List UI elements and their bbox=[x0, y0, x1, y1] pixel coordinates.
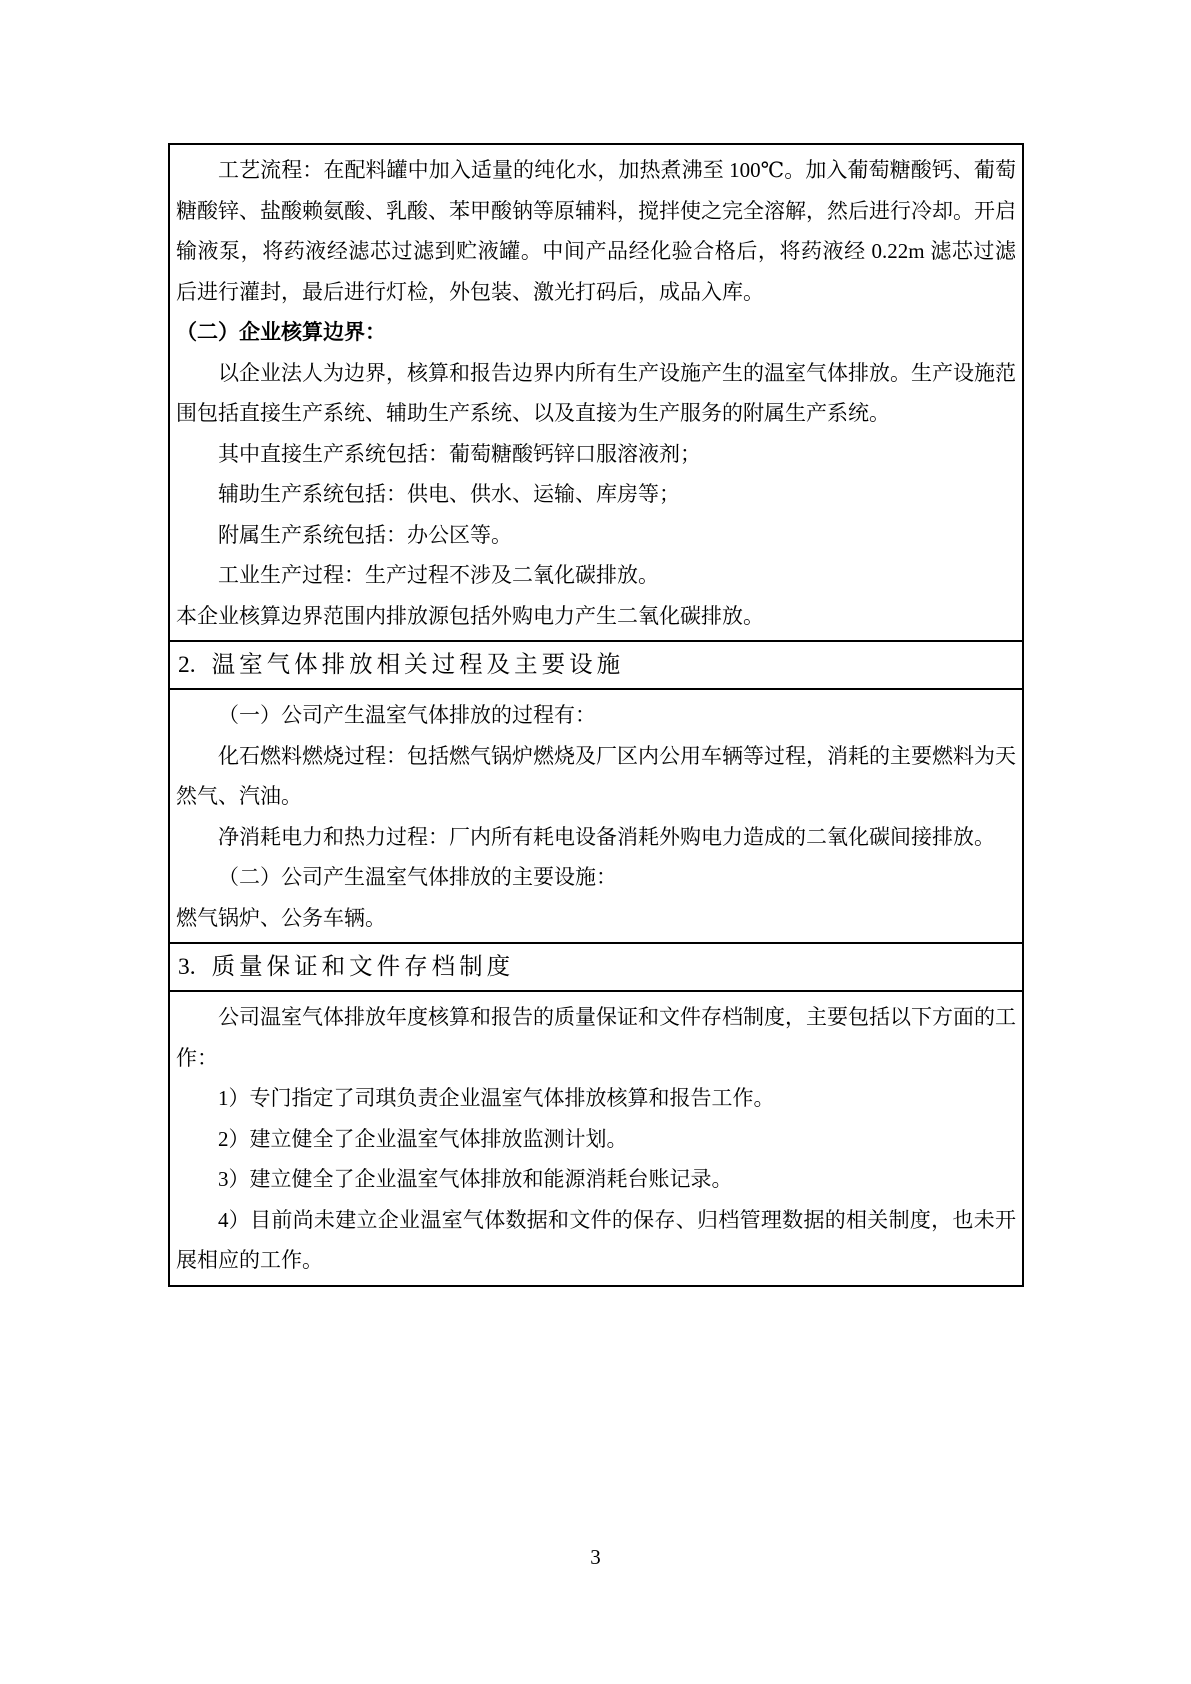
paragraph-qa-item-3: 3）建立健全了企业温室气体排放和能源消耗台账记录。 bbox=[218, 1167, 733, 1191]
paragraph-auxiliary-systems: 辅助生产系统包括：供电、供水、运输、库房等； bbox=[218, 482, 680, 506]
section-heading-3 bbox=[170, 942, 1022, 990]
section-title: 质量保证和文件存档制度 bbox=[211, 954, 515, 980]
table-row-section-3 bbox=[170, 990, 1022, 1285]
page-number: 3 bbox=[590, 1545, 601, 1569]
subheading-accounting-boundary: （二）企业核算边界： bbox=[176, 320, 386, 344]
paragraph-qa-item-1: 1）专门指定了司琪负责企业温室气体排放核算和报告工作。 bbox=[218, 1086, 775, 1110]
paragraph-facilities-intro: （二）公司产生温室气体排放的主要设施： bbox=[218, 865, 617, 889]
paragraph-processes-intro: （一）公司产生温室气体排放的过程有： bbox=[218, 703, 596, 727]
table-row-section-1 bbox=[170, 145, 1022, 640]
paragraph-attached-systems: 附属生产系统包括：办公区等。 bbox=[218, 522, 512, 547]
paragraph-qa-intro: 公司温室气体排放年度核算和报告的质量保证和文件存档制度，主要包括以下方面的工作： bbox=[176, 1005, 1016, 1070]
paragraph-process-flow: 工艺流程：在配料罐中加入适量的纯化水，加热煮沸至 100℃。加入葡萄糖酸钙、葡萄糖酸锌、盐酸赖氨酸、乳酸、苯甲酸钠等原辅料，搅拌使之完全溶解，然后进行冷却。开启输液泵，将药液经滤芯过滤到贮液罐。中间产品经化验合格后，将药液经 0.22m 滤芯过滤后进行灌封，最后进行灯检，外包装、激光打码后，成品入库。 bbox=[176, 158, 1016, 304]
report-table bbox=[168, 143, 1024, 1287]
section-title: 温室气体排放相关过程及主要设施 bbox=[211, 652, 625, 678]
paragraph-facilities-list: 燃气锅炉、公务车辆。 bbox=[176, 905, 386, 930]
paragraph-qa-item-4: 4）目前尚未建立企业温室气体数据和文件的保存、归档管理数据的相关制度，也未开展相应的工作。 bbox=[176, 1207, 1016, 1272]
section-number: 3. bbox=[178, 954, 196, 980]
paragraph-emission-sources: 本企业核算边界范围内排放源包括外购电力产生二氧化碳排放。 bbox=[176, 603, 764, 628]
paragraph-fossil-fuel: 化石燃料燃烧过程：包括燃气锅炉燃烧及厂区内公用车辆等过程，消耗的主要燃料为天然气、汽油。 bbox=[176, 743, 1016, 808]
paragraph-qa-item-2: 2）建立健全了企业温室气体排放监测计划。 bbox=[218, 1126, 628, 1151]
paragraph-net-electricity: 净消耗电力和热力过程：厂内所有耗电设备消耗外购电力造成的二氧化碳间接排放。 bbox=[218, 824, 995, 849]
section-number: 2. bbox=[178, 652, 196, 678]
section-heading-2 bbox=[170, 640, 1022, 688]
paragraph-industrial-process: 工业生产过程：生产过程不涉及二氧化碳排放。 bbox=[218, 563, 659, 587]
paragraph-boundary-definition: 以企业法人为边界，核算和报告边界内所有生产设施产生的温室气体排放。生产设施范围包括直接生产系统、辅助生产系统、以及直接为生产服务的附属生产系统。 bbox=[176, 360, 1016, 425]
table-row-section-2 bbox=[170, 688, 1022, 942]
paragraph-direct-systems: 其中直接生产系统包括：葡萄糖酸钙锌口服溶液剂； bbox=[218, 441, 701, 466]
